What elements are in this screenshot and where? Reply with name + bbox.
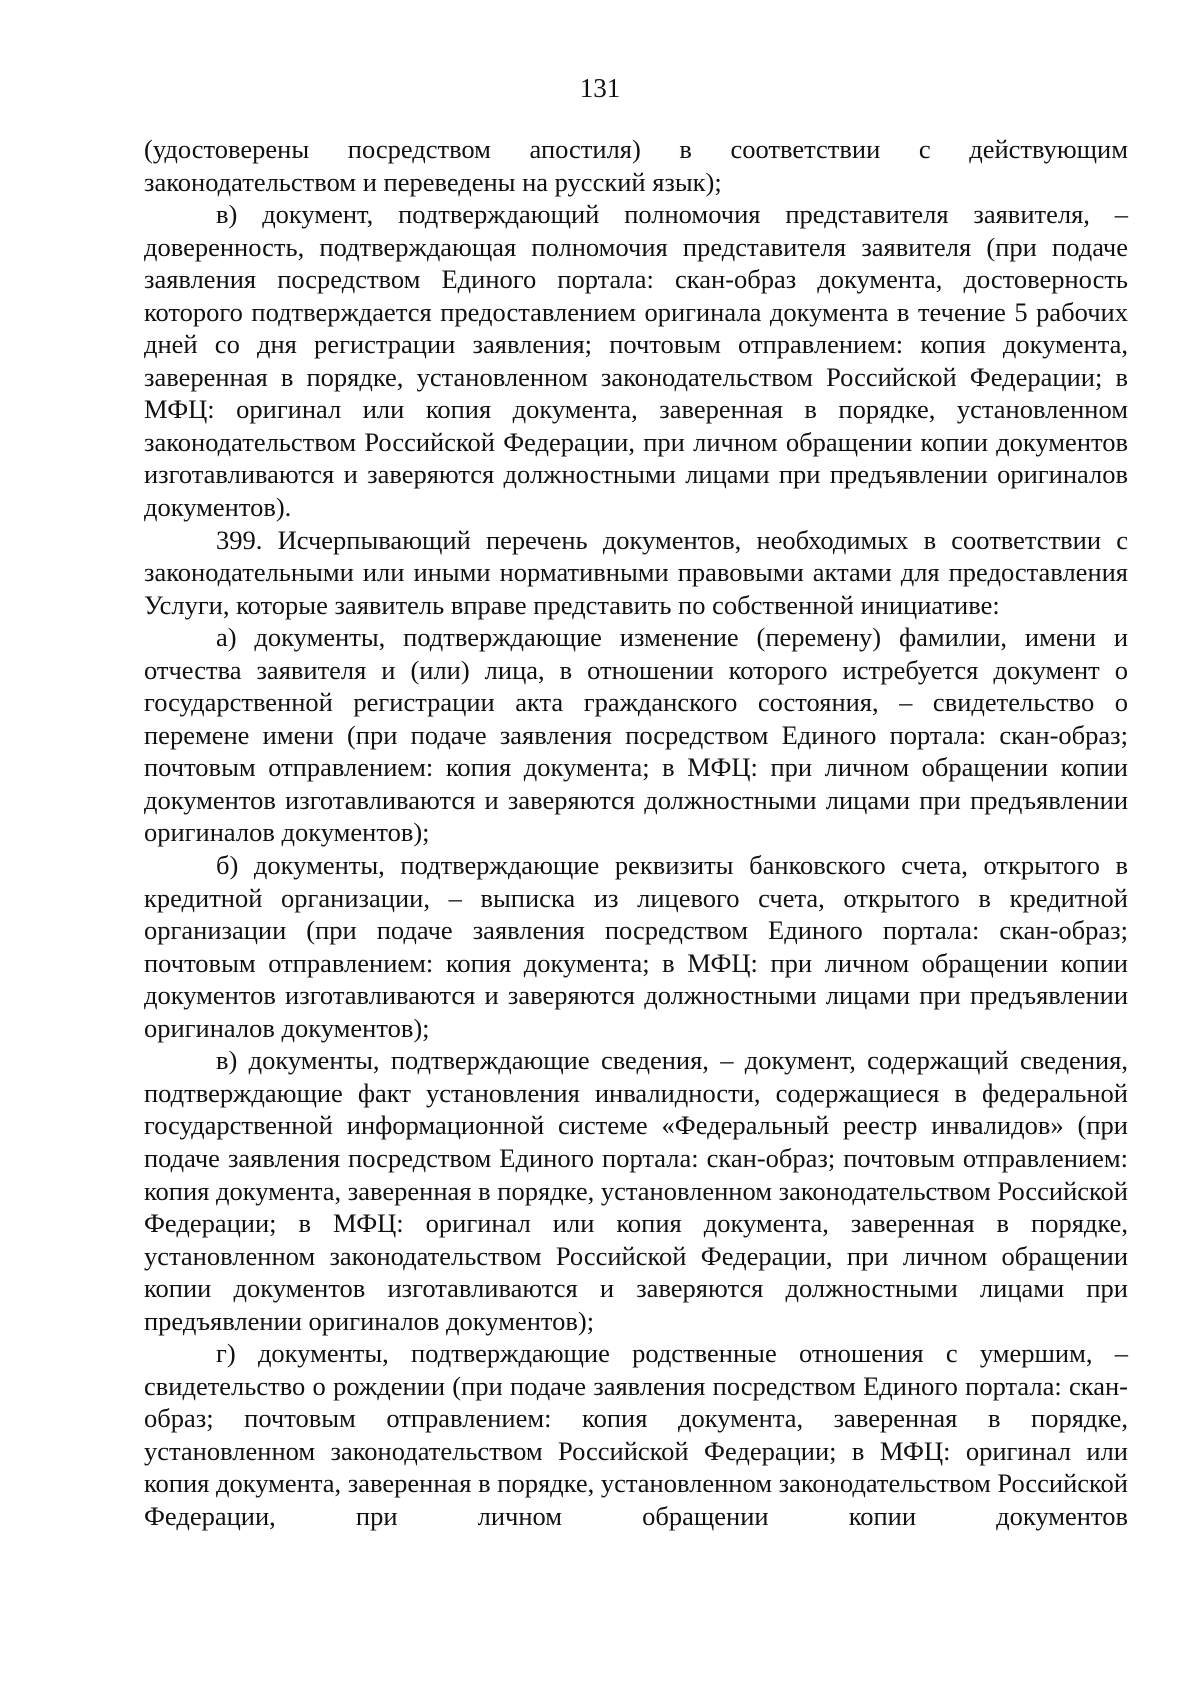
paragraph-399-document-list: 399. Исчерпывающий перечень документов, необходимых в соответствии с законодательными или иными нормативными правовыми актами для предоставления Услуги, которые заявитель вправе представить по собственной инициативе:: [144, 524, 1128, 620]
paragraph-item-v-power-of-attorney: в) документ, подтверждающий полномочия представителя заявителя, – доверенность, подтверждающая полномочия представителя заявителя (при подаче заявления посредством Единого портала: скан-образ документа, достоверность которого подтверждается предоставлением оригинала документа в течение 5 рабочих дней со дня регистрации заявления; почтовым отправлением: копия документа, заверенная в порядке, установленном законодательством Российской Федерации; в МФЦ: оригинал или копия документа, заверенная в порядке, установленном законодательством Российской Федерации, при личном обращении копии документов изготавливаются и заверяются должностными лицами при предъявлении оригиналов документов).: [144, 199, 1128, 523]
paragraph-item-v-disability-register: в) документы, подтверждающие сведения, – документ, содержащий сведения, подтверждающие факт установления инвалидности, содержащиеся в федеральной государственной информационной системе «Федеральный реестр инвалидов» (при подаче заявления посредством Единого портала: скан-образ; почтовым отправлением: копия документа, заверенная в порядке, установленном законодательством Российской Федерации; в МФЦ: оригинал или копия документа, заверенная в порядке, установленном законодательством Российской Федерации, при личном обращении копии документов изготавливаются и заверяются должностными лицами при предъявлении оригиналов документов);: [144, 1045, 1128, 1336]
document-body: [144, 133, 1128, 1533]
paragraph-item-a-name-change: а) документы, подтверждающие изменение (перемену) фамилии, имени и отчества заявителя и (или) лица, в отношении которого истребуется документ о государственной регистрации акта гражданского состояния, – свидетельство о перемене имени (при подаче заявления посредством Единого портала: скан-образ; почтовым отправлением: копия документа; в МФЦ: при личном обращении копии документов изготавливаются и заверяются должностными лицами при предъявлении оригиналов документов);: [144, 622, 1128, 848]
paragraph-item-b-bank-account: б) документы, подтверждающие реквизиты банковского счета, открытого в кредитной организации, – выписка из лицевого счета, открытого в кредитной организации (при подаче заявления посредством Единого портала: скан-образ; почтовым отправлением: копия документа; в МФЦ: при личном обращении копии документов изготавливаются и заверяются должностными лицами при предъявлении оригиналов документов);: [144, 850, 1128, 1043]
page-number: 131: [579, 73, 621, 103]
paragraph-apostille-continuation: (удостоверены посредством апостиля) в соответствии с действующим законодательством и переведены на русский язык);: [144, 134, 1128, 197]
paragraph-item-g-kinship: г) документы, подтверждающие родственные отношения с умершим, – свидетельство о рождении (при подаче заявления посредством Единого портала: скан-образ; почтовым отправлением: копия документа, заверенная в порядке, установленном законодательством Российской Федерации; в МФЦ: оригинал или копия документа, заверенная в порядке, установленном законодательством Российской Федерации, при личном обращении копии документов: [144, 1338, 1128, 1531]
